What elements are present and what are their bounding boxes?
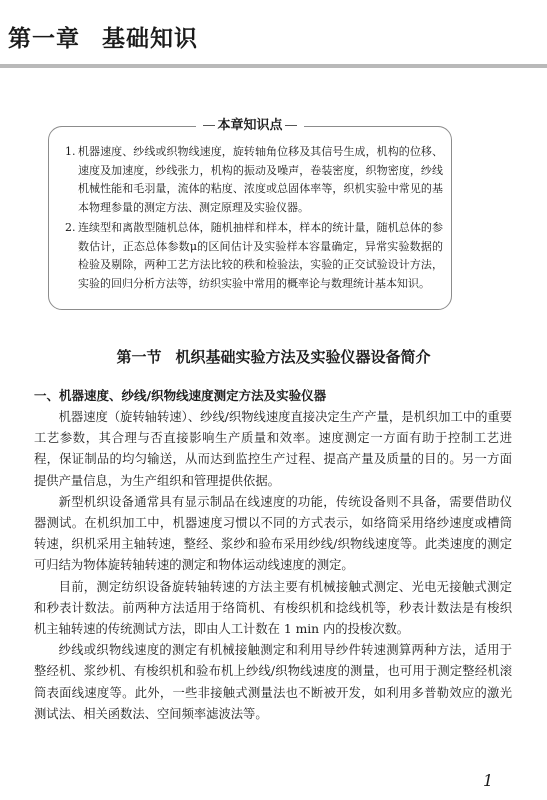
paragraph: 新型机织设备通常具有显示制品在线速度的功能，传统设备则不具备，需要借助仪器测试。在机织加工中，机器速度习惯以不同的方式表示，如络筒采用络纱速度或槽筒转速，织机采用主轴转速，整经、浆纱和验布采用纱线/织物线速度等。此类速度的测定可归结为物体旋转轴转速的测定和物体运动线速度的测定。 — [34, 494, 512, 573]
knowledge-points-title: 本章知识点 — [217, 118, 283, 133]
knowledge-point-text: 连续型和离散型随机总体，随机抽样和样本，样本的统计量，随机总体的参数估计，正态总体参数μ的区间估计及实验样本容量确定，异常实验数据的检验及剔除，两种工艺方法比较的秩和检验法，实验的正交试验设计方法，实验的回归分析方法等，纺织实验中常用的概率论与数理统计基本知识。 — [78, 221, 443, 290]
chapter-title-rule — [0, 64, 547, 68]
paragraph: 纱线或织物线速度的测定有机械接触测定和利用导纱件转速测算两种方法，适用于整经机、浆纱机、有梭织机和验布机上纱线/织物线速度的测量，也可用于测定整经机滚筒表面线速度等。此外，一些非接触式测量法也不断被开发，如利用多普勒效应的激光测试法、相关函数法、空间频率滤波法等。 — [34, 643, 512, 721]
chapter-name: 基础知识 — [102, 26, 198, 52]
knowledge-point-number: 1. — [65, 145, 76, 158]
knowledge-points-heading — [49, 117, 451, 135]
page-number: 1 — [483, 771, 494, 790]
section-name: 机织基础实验方法及实验仪器设备简介 — [175, 348, 431, 366]
section-title — [0, 346, 547, 367]
knowledge-points-box — [48, 118, 452, 310]
subsection-title: 一、机器速度、纱线/织物线速度测定方法及实验仪器 — [34, 388, 327, 403]
knowledge-point-item — [65, 219, 443, 293]
paragraph: 机器速度（旋转轴转速）、纱线/织物线速度直接决定生产产量，是机织加工中的重要工艺参数，其合理与否直接影响生产质量和效率。速度测定一方面有助于控制工艺进程，保证制品的均匀输送，从而达到监控生产过程、提高产量及质量的目的。另一方面提供产量信息，为生产组织和管理提供依据。 — [34, 410, 512, 488]
knowledge-point-number: 2. — [65, 221, 76, 234]
heading-dash-right — [285, 125, 297, 126]
chapter-title — [8, 20, 198, 53]
chapter-number: 第一章 — [8, 26, 80, 52]
paragraph: 目前，测定纺织设备旋转轴转速的方法主要有机械接触式测定、光电无接触式测定和秒表计数法。前两种方法适用于络筒机、有梭织机和捻线机等，秒表计数法是有梭织机主轴转速的传统测试方法，即由人工计数在 1 min 内的投梭次数。 — [34, 579, 512, 637]
heading-dash-left — [203, 125, 215, 126]
body-text — [34, 407, 512, 725]
knowledge-point-text: 机器速度、纱线或织物线速度，旋转轴角位移及其信号生成，机构的位移、速度及加速度，纱线张力，机构的振动及噪声，卷装密度，织物密度，纱线机械性能和毛羽量，流体的粘度、浓度或总固体率等，织机实验中常见的基本物理参量的测定方法、测定原理及实验仪器。 — [78, 145, 443, 214]
section-number: 第一节 — [116, 348, 162, 366]
knowledge-point-item — [65, 143, 443, 217]
